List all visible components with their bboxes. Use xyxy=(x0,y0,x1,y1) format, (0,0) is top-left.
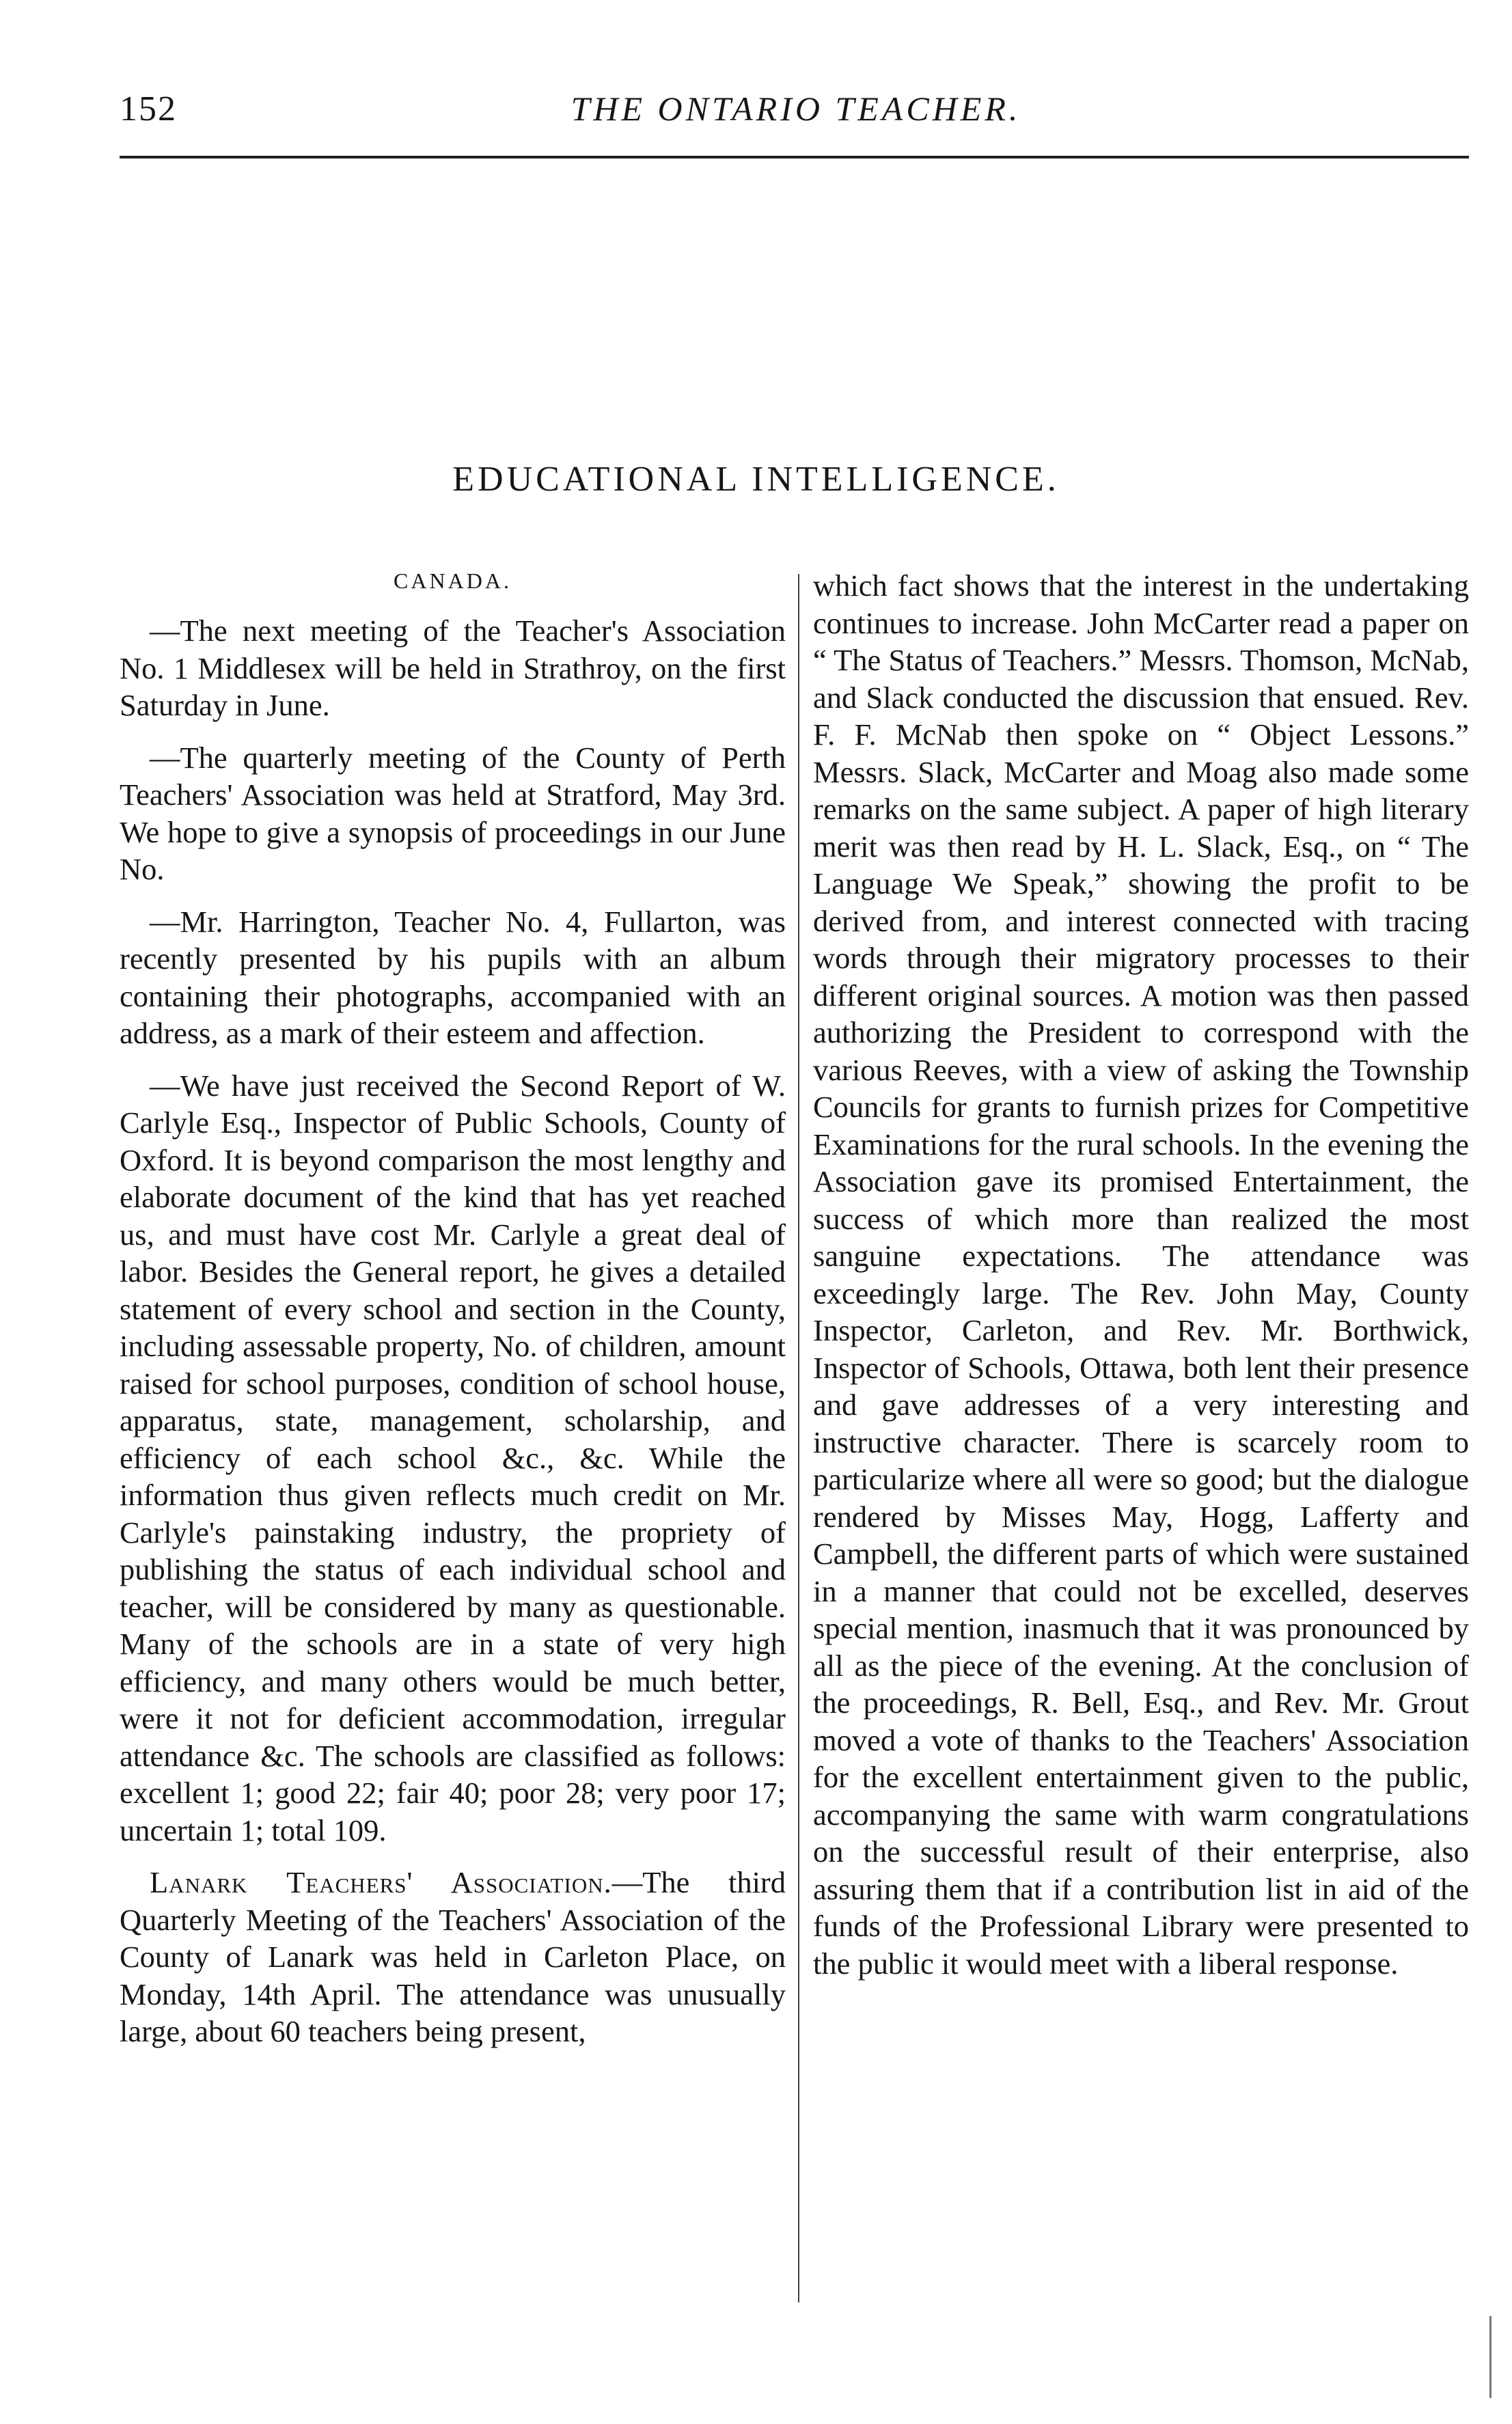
news-item-harrington: —Mr. Harrington, Teacher No. 4, Fullarton, was recently presented by his pupils with an album containing their photographs, accompanied with an address, as a mark of their esteem and affection. xyxy=(120,904,786,1050)
right-column xyxy=(813,567,1469,1997)
margin-mark xyxy=(1489,2316,1492,2398)
column-divider xyxy=(798,574,799,2302)
page-number: 152 xyxy=(120,89,177,128)
lanark-heading: Lanark Teachers' Association. xyxy=(150,1865,612,1899)
section-title: EDUCATIONAL INTELLIGENCE. xyxy=(452,460,1060,499)
subheading-canada: CANADA. xyxy=(394,568,512,593)
news-item-perth: —The quarterly meeting of the County of Perth Teachers' Association was held at Stratford, May 3rd. We hope to give a synopsis of proceedings in our June No. xyxy=(120,740,786,886)
running-title: THE ONTARIO TEACHER. xyxy=(571,89,1021,128)
left-column xyxy=(120,567,786,2065)
page-header xyxy=(120,89,1472,143)
lanark-text: —The third Quarterly Meeting of the Teachers' Association of the County of Lanark was held in Carleton Place, on Monday, 14th April. The attendance was unusually large, about 60 teachers being present, xyxy=(120,1865,786,2048)
header-rule xyxy=(120,156,1469,159)
news-item-lanark xyxy=(120,1864,786,2050)
news-item-middlesex: —The next meeting of the Teacher's Association No. 1 Middlesex will be held in Strathroy, on the first Saturday in June. xyxy=(120,614,786,722)
lanark-continuation: which fact shows that the interest in the undertaking continues to increase. John McCarter read a paper on “ The Status of Teachers.” Messrs. Thomson, McNab, and Slack conducted the discussion that ensued. Rev. F. F. McNab then spoke on “ Object Lessons.” Messrs. Slack, McCarter and Moag also made some remarks on the same subject. A paper of high literary merit was then read by H. L. Slack, Esq., on “ The Language We Speak,” showing the profit to be derived from, and interest connected with tracing words through their migratory processes to their different original sources. A motion was then passed authorizing the President to correspond with the various Reeves, with a view of asking the Township Councils for grants to furnish prizes for Competitive Examinations for the rural schools. In the evening the Association gave its promised Entertainment, the success of which more than realized the most sanguine expectations. The attendance was exceedingly large. The Rev. John May, County Inspector, Carleton, and Rev. Mr. Borthwick, Inspector of Schools, Ottawa, both lent their presence and gave addresses of a very interesting and instructive character. There is scarcely room to particularize where all were so good; but the dialogue rendered by Misses May, Hogg, Lafferty and Campbell, the different parts of which were sustained in a manner that could not be excelled, deserves special mention, inasmuch that it was pronounced by all as the piece of the evening. At the conclusion of the proceedings, R. Bell, Esq., and Rev. Mr. Grout moved a vote of thanks to the Teachers' Association for the excellent entertainment given to the public, accompanying the same with warm congratulations on the successful result of their enterprise, also assuring them that if a contribution list in aid of the funds of the Professional Library were presented to the public it would meet with a liberal response. xyxy=(813,568,1469,1981)
news-item-carlyle-report: —We have just received the Second Report of W. Carlyle Esq., Inspector of Public Schools, County of Oxford. It is beyond comparison the most lengthy and elaborate document of the kind that has yet reached us, and must have cost Mr. Carlyle a great deal of labor. Besides the General report, he gives a detailed statement of every school and section in the County, including assessable property, No. of children, amount raised for school purposes, condition of school house, apparatus, state, management, scholarship, and efficiency of each school &c., &c. While the information thus given reflects much credit on Mr. Carlyle's painstaking industry, the propriety of publishing the status of each individual school and teacher, will be considered by many as questionable. Many of the schools are in a state of very high efficiency, and many others would be much better, were it not for deficient accommodation, irregular attendance &c. The schools are classified as follows: excellent 1; good 22; fair 40; poor 28; very poor 17; uncertain 1; total 109. xyxy=(120,1068,786,1847)
